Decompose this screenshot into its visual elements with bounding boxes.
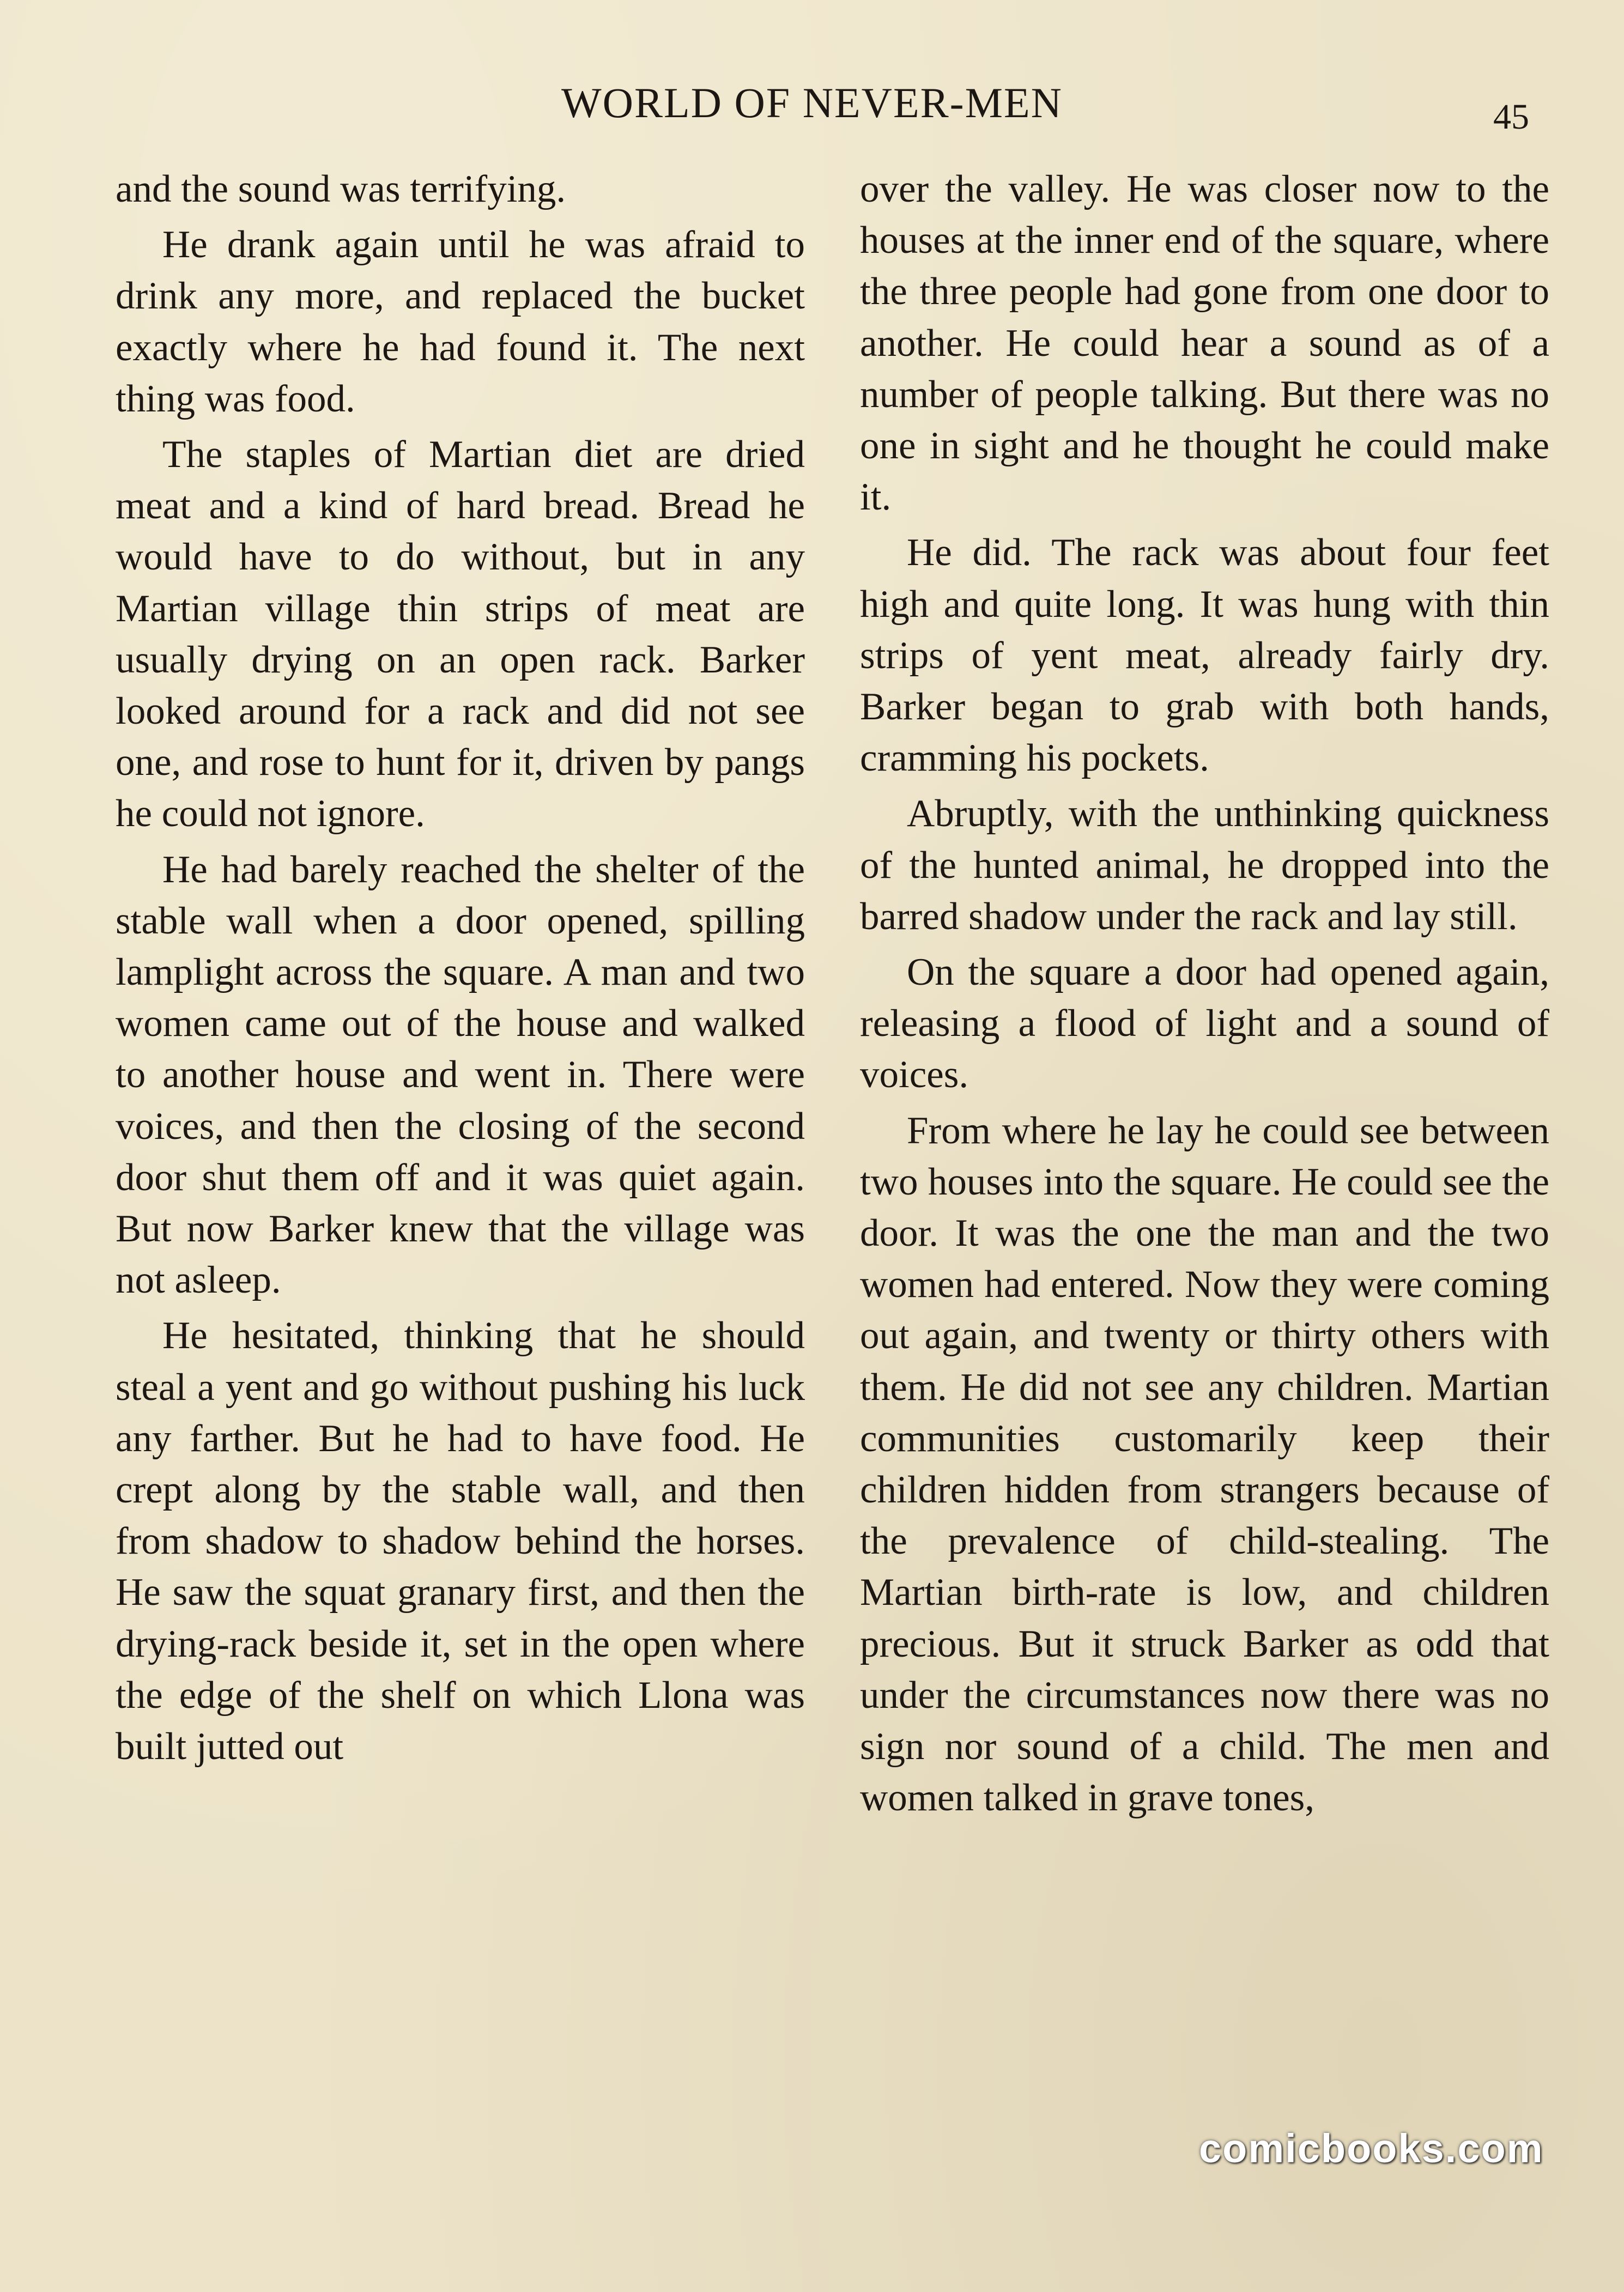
paragraph: He drank again until he was afraid to drink any more, and replaced the bucket exactly where he had found it. The next thing was food.: [116, 223, 805, 420]
site-watermark: comicbooks.com: [1199, 2126, 1544, 2171]
paragraph: and the sound was terrifying.: [116, 168, 566, 210]
paragraph: He hesitated, thinking that he should steal a yent and go without pushing his luck any farther. But he had to have food. He crept along by the stable wall, and then from shadow to shadow behind the horses. He saw the squat granary first, and then the drying-rack beside it, set in the open where the edge of the shelf on which Llona was built jutted out: [116, 1314, 805, 1768]
left-text-column: [116, 163, 805, 1776]
paragraph: He had barely reached the shelter of the stable wall when a door opened, spilling lamplight across the square. A man and two women came out of the house and walked to another house and went in. There were voices, and then the closing of the second door shut them off and it was quiet again. But now Barker knew that the village was not asleep.: [116, 848, 805, 1302]
paragraph: over the valley. He was closer now to the houses at the inner end of the square, where the three people had gone from one door to another. He could hear a sound as of a number of people talking. But there was no one in sight and he thought he could make it.: [860, 168, 1549, 519]
paragraph: From where he lay he could see between two houses into the square. He could see the door. It was the one the man and the two women had entered. Now they were coming out again, and twenty or thirty others with them. He did not see any children. Martian communities customarily keep their children hidden from strangers because of the prevalence of child-stealing. The Martian birth-rate is low, and children precious. But it struck Barker as odd that under the circumstances now there was no sign nor sound of a child. The men and women talked in grave tones,: [860, 1109, 1549, 1820]
paragraph: On the square a door had opened again, releasing a flood of light and a sound of voices.: [860, 951, 1549, 1096]
paragraph: Abruptly, with the unthinking quickness of the hunted animal, he dropped into the barred shadow under the rack and lay still.: [860, 792, 1549, 938]
page-number: 45: [1493, 97, 1529, 137]
right-text-column: [860, 163, 1549, 1828]
paragraph: The staples of Martian diet are dried meat and a kind of hard bread. Bread he would have to do without, but in any Martian village thin strips of meat are usually drying on an open rack. Barker looked around for a rack and did not see one, and rose to hunt for it, driven by pangs he could not ignore.: [116, 433, 805, 835]
paragraph: He did. The rack was about four feet high and quite long. It was hung with thin strips of yent meat, already fairly dry. Barker began to grab with both hands, cramming his pockets.: [860, 531, 1549, 780]
running-title: WORLD OF NEVER-MEN: [561, 79, 1063, 126]
